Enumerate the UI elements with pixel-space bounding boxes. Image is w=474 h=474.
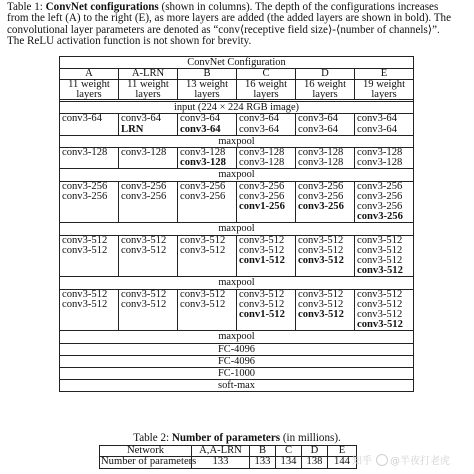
maxpool-row: maxpool (218, 223, 255, 235)
layer-entry: conv3-64 (298, 123, 339, 135)
config-letters-row (60, 69, 413, 80)
layer-entry: conv3-512 (180, 244, 226, 256)
config-letter: B (178, 69, 237, 79)
block3-row (60, 182, 413, 224)
config-depth-row (60, 80, 413, 102)
layer-entry: conv3-512 (298, 244, 344, 256)
layer-entry: conv3-512 (298, 255, 344, 267)
layer-entry: conv1-256 (239, 201, 285, 213)
layer-entry: conv3-256 (298, 180, 344, 192)
maxpool-row: maxpool (218, 277, 255, 289)
maxpool-row: maxpool (218, 169, 255, 181)
layer-cell (60, 236, 119, 277)
layer-entry: conv3-512 (357, 288, 403, 300)
layer-cell (296, 148, 355, 168)
caption-line2: from the left (A) to the right (E), as more layers are added (the added layers are shown in bold). The (7, 12, 451, 25)
layer-entry: conv3-256 (121, 180, 167, 192)
watermark-site: 知乎 (352, 456, 372, 467)
depth-line: layers (312, 88, 338, 100)
layer-entry: LRN (121, 123, 144, 135)
layer-cell (296, 114, 355, 134)
depth-line: 19 weight (362, 79, 406, 90)
layer-entry: conv3-64 (180, 123, 221, 135)
depth-line: 13 weight (185, 79, 229, 90)
layer-entry: conv3-256 (239, 180, 285, 192)
watermark (352, 452, 450, 467)
layer-cell (178, 182, 237, 223)
params-header-cell: C (276, 446, 302, 456)
maxpool-row: maxpool (218, 135, 255, 147)
layer-cell (355, 290, 413, 331)
layer-entry: conv3-512 (298, 234, 344, 246)
depth-line: layers (371, 88, 397, 100)
layer-entry: conv3-512 (239, 298, 285, 310)
layer-cell (60, 148, 119, 168)
config-depth (296, 80, 355, 99)
config-letter: C (237, 69, 296, 79)
layer-cell (237, 114, 296, 134)
layer-entry: conv3-512 (121, 244, 167, 256)
layer-entry: conv1-512 (239, 309, 285, 321)
layer-cell (119, 114, 178, 134)
layer-entry: conv3-512 (357, 234, 403, 246)
params-value-cell: 133 (192, 457, 250, 467)
layer-cell (237, 182, 296, 223)
config-letter: D (296, 69, 355, 79)
layer-entry: conv3-256 (357, 180, 403, 192)
depth-line: layers (253, 88, 279, 100)
caption-prefix: Table 2: (133, 432, 172, 444)
layer-cell (237, 290, 296, 331)
depth-line: layers (194, 88, 220, 100)
params-header-cell: E (338, 445, 346, 456)
caption-line3: convolutional layer parameters are denoted as “conv⟨receptive field size⟩-⟨number of channels⟩”. (7, 23, 440, 36)
layer-cell (119, 148, 178, 168)
depth-line: 16 weight (303, 79, 347, 90)
layer-entry: conv3-128 (121, 147, 167, 158)
layer-entry: conv3-128 (298, 147, 344, 158)
config-depth (237, 80, 296, 99)
table-header-title: ConvNet Configuration (187, 57, 286, 68)
params-value-cell: 144 (334, 456, 350, 468)
caption-rest: (in millions). (280, 432, 341, 444)
layer-entry: conv3-256 (62, 190, 108, 202)
layer-entry: conv3-512 (121, 298, 167, 310)
layer-cell (296, 182, 355, 223)
config-depth (178, 80, 237, 99)
params-values-row (100, 457, 356, 467)
layer-cell (178, 236, 237, 277)
layer-entry: conv3-128 (180, 147, 226, 158)
layer-cell (355, 114, 413, 134)
config-depth (60, 80, 119, 99)
layer-entry: conv3-512 (298, 298, 344, 310)
block4-row (60, 236, 413, 278)
block2-row (60, 148, 413, 169)
layer-entry: conv3-256 (357, 211, 403, 223)
layer-entry: conv3-128 (239, 147, 285, 158)
layer-cell (119, 290, 178, 331)
layer-entry: conv3-64 (180, 113, 221, 125)
layer-entry: conv3-512 (357, 244, 403, 256)
depth-line: 11 weight (68, 79, 110, 90)
layer-entry: conv3-512 (298, 288, 344, 300)
params-value-cell: 134 (276, 457, 302, 467)
layer-cell (355, 182, 413, 223)
layer-entry: conv3-64 (357, 123, 398, 135)
layer-cell (178, 290, 237, 331)
caption-line1: (shown in columns). The depth of the configurations increases (158, 1, 439, 13)
params-header-cell: D (302, 446, 328, 456)
maxpool-row: maxpool (218, 331, 255, 343)
layer-entry: conv3-128 (357, 147, 403, 158)
layer-entry: conv3-128 (357, 157, 403, 169)
layer-entry: conv3-512 (62, 234, 108, 246)
parameters-table (99, 445, 357, 469)
config-letter: E (380, 68, 388, 80)
layer-entry: conv3-64 (239, 113, 280, 125)
depth-line: layers (135, 88, 161, 100)
layer-entry: conv3-64 (298, 113, 339, 125)
params-value-cell: 138 (302, 457, 328, 467)
caption-title: ConvNet configurations (45, 1, 159, 13)
fc-1000-row: FC-1000 (218, 368, 255, 380)
layer-entry: conv3-256 (298, 201, 344, 213)
layer-entry: conv3-128 (298, 157, 344, 169)
layer-entry: conv3-512 (239, 288, 285, 300)
config-letter: A-LRN (119, 69, 178, 79)
params-header-cell: B (250, 446, 276, 456)
params-header-cell: Network (100, 446, 192, 456)
config-letter: A (60, 69, 119, 79)
layer-entry: conv3-256 (239, 190, 285, 202)
depth-line: 11 weight (127, 79, 169, 90)
layer-entry: conv3-128 (239, 157, 285, 169)
params-value-cell: Number of parameters (101, 456, 197, 468)
layer-entry: conv3-256 (357, 190, 403, 202)
depth-line: layers (76, 88, 102, 100)
layer-entry: conv3-512 (180, 298, 226, 310)
depth-line: 16 weight (244, 79, 288, 90)
layer-entry: conv3-64 (121, 113, 162, 125)
layer-entry: conv3-64 (357, 113, 398, 125)
layer-entry: conv3-512 (357, 309, 403, 321)
layer-entry: conv3-512 (357, 298, 403, 310)
layer-entry: conv3-256 (180, 180, 226, 192)
table1-caption (7, 2, 471, 48)
layer-entry: conv3-512 (239, 234, 285, 246)
convnet-configuration-table (59, 56, 414, 392)
softmax-row: soft-max (218, 380, 255, 392)
layer-cell (178, 148, 237, 168)
layer-entry: conv3-64 (239, 123, 280, 135)
layer-entry: conv1-512 (239, 255, 285, 267)
caption-title: Number of parameters (171, 432, 281, 444)
config-depth (355, 80, 413, 99)
table2-caption (0, 432, 474, 444)
layer-entry: conv3-256 (357, 201, 403, 213)
layer-cell (60, 290, 119, 331)
layer-entry: conv3-512 (121, 288, 167, 300)
watermark-logo-icon (376, 454, 388, 466)
layer-entry: conv3-512 (357, 319, 403, 331)
layer-entry: conv3-128 (180, 157, 226, 169)
layer-entry: conv3-64 (62, 113, 103, 125)
layer-entry: conv3-512 (357, 265, 403, 277)
layer-cell (178, 114, 237, 134)
watermark-author: @半夜打老虎 (390, 456, 450, 467)
layer-entry: conv3-512 (62, 298, 108, 310)
layer-entry: conv3-128 (62, 147, 108, 158)
layer-cell (60, 182, 119, 223)
layer-entry: conv3-512 (357, 255, 403, 267)
layer-entry: conv3-512 (121, 234, 167, 246)
layer-entry: conv3-512 (62, 288, 108, 300)
layer-entry: conv3-256 (180, 190, 226, 202)
layer-entry: conv3-512 (298, 309, 344, 321)
layer-cell (119, 236, 178, 277)
layer-cell (296, 290, 355, 331)
layer-cell (296, 236, 355, 277)
fc-4096-row: FC-4096 (218, 355, 255, 367)
layer-entry: conv3-256 (62, 180, 108, 192)
layer-entry: conv3-256 (121, 190, 167, 202)
config-depth (119, 80, 178, 99)
layer-entry: conv3-256 (298, 190, 344, 202)
block1-row (60, 114, 413, 135)
layer-cell (237, 148, 296, 168)
layer-cell (119, 182, 178, 223)
layer-entry: conv3-512 (62, 244, 108, 256)
layer-cell (355, 236, 413, 277)
layer-cell (355, 148, 413, 168)
layer-entry: conv3-512 (180, 288, 226, 300)
layer-entry: conv3-512 (239, 244, 285, 256)
input-row: input (224 × 224 RGB image) (173, 102, 300, 114)
caption-line4: The ReLU activation function is not shown for brevity. (7, 35, 252, 48)
layer-cell (237, 236, 296, 277)
block5-row (60, 290, 413, 332)
layer-entry: conv3-512 (180, 234, 226, 246)
fc-4096-row: FC-4096 (218, 343, 255, 355)
caption-prefix: Table 1: (7, 1, 46, 13)
params-value-cell: 133 (250, 457, 276, 467)
layer-cell (60, 114, 119, 134)
params-header-cell: A,A-LRN (192, 446, 250, 456)
